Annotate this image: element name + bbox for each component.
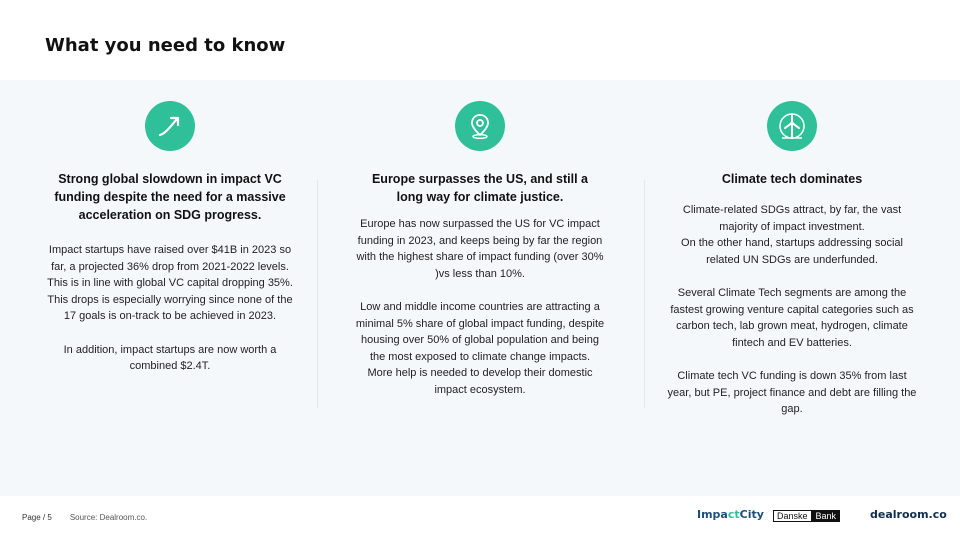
logo-text: City [739, 508, 764, 521]
column-heading: Strong global slowdown in impact VC funding despite the need for a massive acceleration on SDG progress. [54, 172, 286, 222]
column-heading: Climate tech dominates [721, 172, 863, 186]
divider [317, 180, 318, 408]
dealroom-logo: dealroom.co [870, 508, 947, 521]
column-slowdown [45, 80, 295, 375]
source-note: Source: Dealroom.co. [69, 513, 148, 522]
column-body: Climate-related SDGs attract, by far, the vast majority of impact investment. On the other hand, startups addressing social related UN SDGs are underfunded. Several Climate Tech segments are among the fastest growing venture capital categories such as carbon tech, lab grown meat, hydrogen, climate fintech and EV batteries. Climate tech VC funding is down 35% from last year, but PE, project finance and debt are filling the gap. [667, 204, 917, 416]
column-climate [667, 80, 917, 418]
footer [22, 513, 147, 522]
column-heading: Europe surpasses the US, and still a long way for climate justice. [371, 172, 589, 204]
column-body: Europe has now surpassed the US for VC impact funding in 2023, and keeps being by far the region with the highest share of impact funding (over 30% )vs less than 10%. Low and middle income countries are attracting a minimal 5% share of global impact funding, despite housing over 50% of global population and being the most exposed to climate change impacts. More help is needed to develop their domestic impact ecosystem. [355, 218, 605, 396]
page-number: Page / 5 [22, 513, 52, 522]
wind-turbine-icon [767, 101, 817, 151]
logo-text-accent: ct [727, 508, 740, 521]
divider [644, 180, 645, 408]
logo-text: Bank [812, 510, 841, 522]
location-pin-icon [455, 101, 505, 151]
logo-text: Danske [773, 510, 812, 522]
column-europe [355, 80, 605, 399]
danske-bank-logo [773, 510, 840, 522]
trend-up-arrow-icon [145, 101, 195, 151]
column-body: Impact startups have raised over $41B in 2023 so far, a projected 36% drop from 2021-2022 levels. This is in line with global VC capital dropping 35%. This drops is especially worrying since none of the 17 goals is on-track to be achieved in 2023. In addition, impact startups are now worth a combined $2.4T. [47, 244, 293, 373]
content-panel [0, 80, 960, 496]
page-title: What you need to know [45, 35, 286, 56]
impact-city-logo [697, 508, 764, 521]
logo-text: Impa [697, 508, 728, 521]
